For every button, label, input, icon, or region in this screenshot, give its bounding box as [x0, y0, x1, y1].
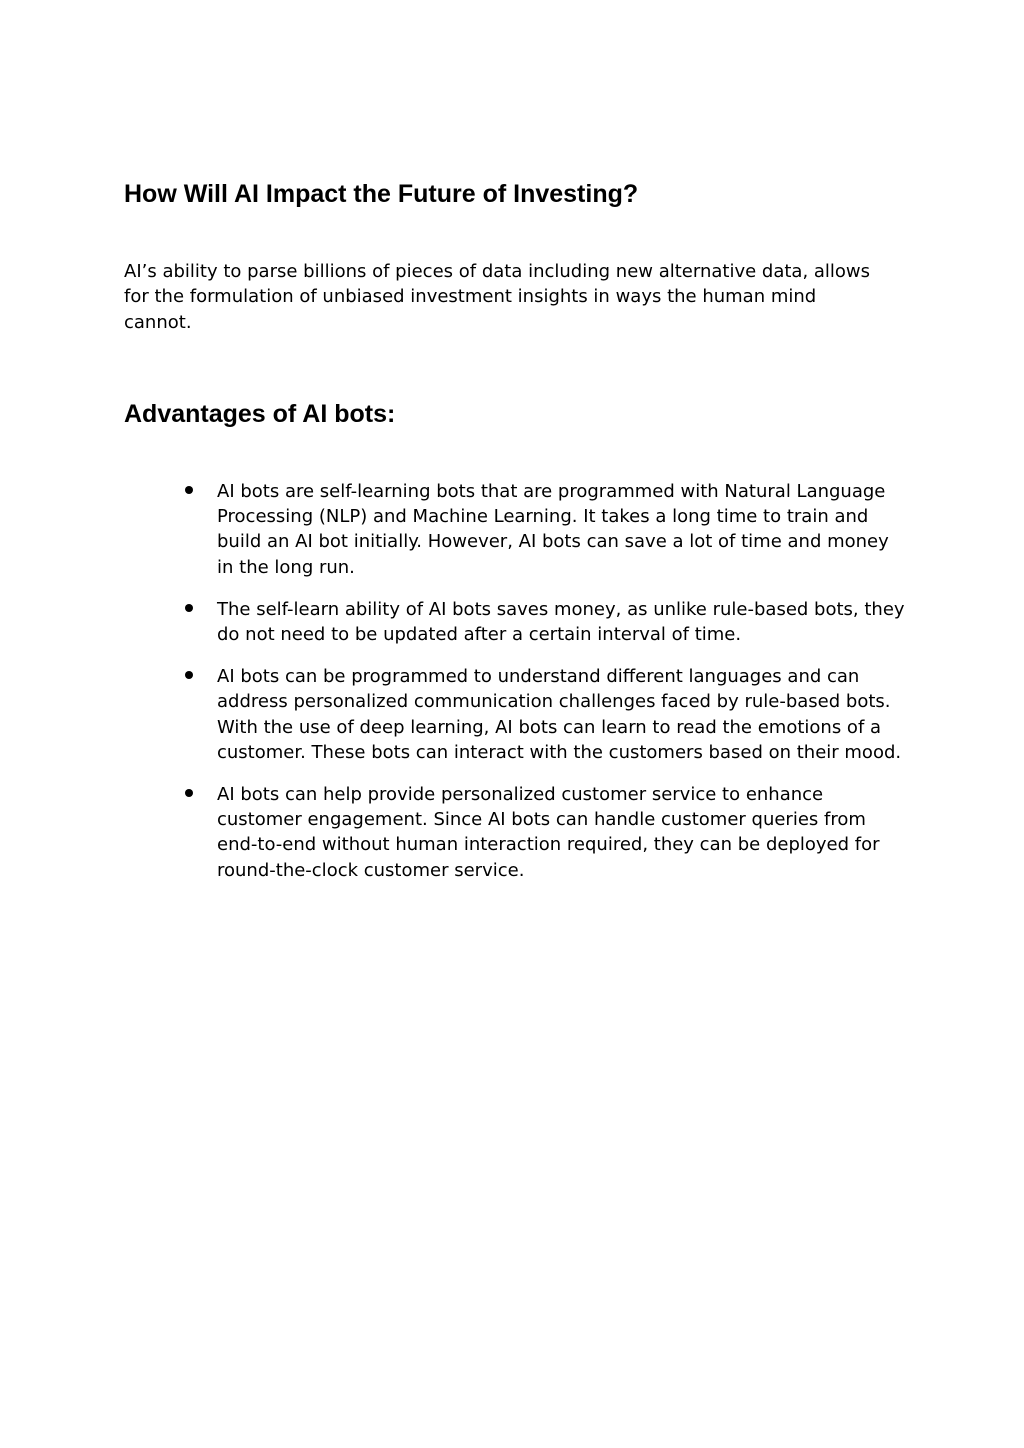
- list-item: [0, 664, 1024, 765]
- page-title: How Will AI Impact the Future of Investing?: [124, 180, 639, 208]
- list-item-text: AI bots are self-learning bots that are programmed with Natural Language Processing (NLP) and Machine Learning. It takes a long time to train and build an AI bot initially. However, AI bots can save a lot of time and money in the long run.: [217, 481, 889, 578]
- bullet-icon: [185, 789, 193, 797]
- bullet-icon: [185, 671, 193, 679]
- list-item-text: AI bots can be programmed to understand different languages and can address personalized communication challenges faced by rule-based bots. With the use of deep learning, AI bots can learn to read the emotions of a customer. These bots can interact with the customers based on their mood.: [217, 666, 902, 763]
- list-item-text: The self-learn ability of AI bots saves money, as unlike rule-based bots, they do not need to be updated after a certain interval of time.: [217, 598, 905, 646]
- list-item: [0, 597, 1024, 647]
- advantages-list: [0, 479, 1024, 900]
- section-heading: Advantages of AI bots:: [124, 400, 396, 428]
- bullet-icon: [185, 604, 193, 612]
- list-item: [0, 782, 1024, 883]
- list-item: [0, 479, 1024, 580]
- bullet-icon: [185, 486, 193, 494]
- list-item-text: AI bots can help provide personalized customer service to enhance customer engagement. Since AI bots can handle customer queries from end-to-end without human interaction required, they can be deployed for round-the-clock customer service.: [217, 784, 880, 881]
- intro-paragraph: AI’s ability to parse billions of pieces of data including new alternative data, allows for the formulation of unbiased investment insights in ways the human mind cannot.: [124, 261, 871, 333]
